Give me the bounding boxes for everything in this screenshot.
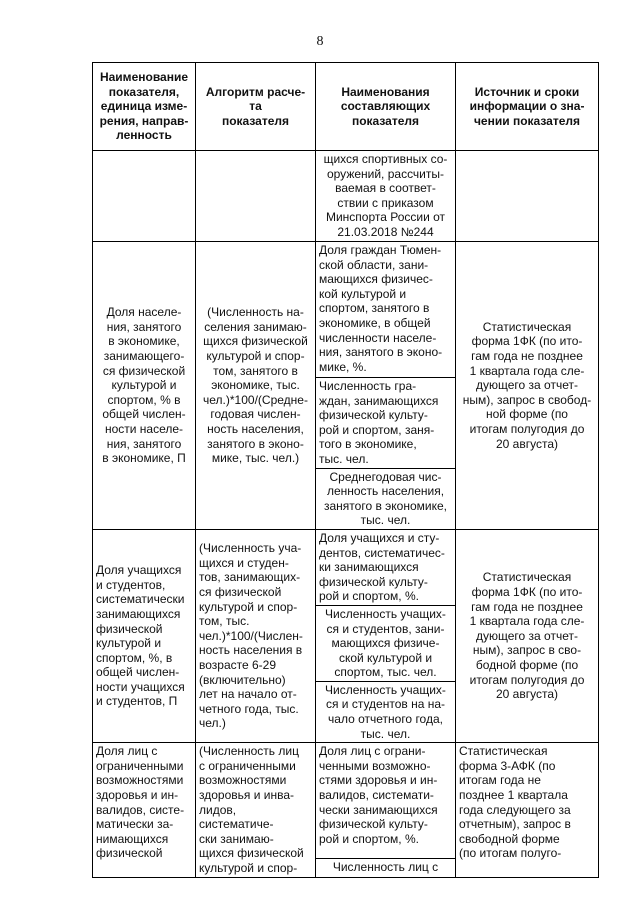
cell-component: Численность учащих- ся и студентов на на- чало отчетного года, тыс. чел. [316, 681, 456, 742]
cell-source: Статистическая форма 3-АФК (по итогам года не позднее 1 квартала года следующего за отчетным), запрос в свободной форме (по итогам полуго- [456, 743, 599, 877]
table-row [93, 151, 599, 242]
cell-component: Доля учащихся и сту- дентов, систематичес- ки занимающихся физической культу- рой и спортом, %. [316, 529, 456, 605]
cell-components: щихся спортивных со- оружений, рассчиты- ваемая в соответ- ствии с приказом Минспорта России от 21.03.2018 №244 [316, 151, 456, 242]
page-number: 8 [316, 34, 324, 49]
table-row [93, 529, 599, 605]
cell-indicator-name: Доля учащихся и студентов, систематически занимающихся физической культурой и спортом, %, в общей числен- ности учащихся и студентов, П [93, 529, 196, 742]
cell-component: Численность лиц с [316, 858, 456, 877]
cell-component: Численность гра- ждан, занимающихся физической культу- рой и спортом, заня- того в экономике, тыс. чел. [316, 378, 456, 469]
cell-component: Доля лиц с ограни- ченными возможно- стями здоровья и ин- валидов, системати- чески занимающихся физической культу- рой и спортом, %. [316, 743, 456, 858]
header-components: Наименования составляющих показателя [316, 63, 456, 151]
table-row [93, 743, 599, 858]
header-source: Источник и сроки информации о зна- чении показателя [456, 63, 599, 151]
cell-algorithm: (Численность уча- щихся и студен- тов, занимающих- ся физической культурой и спор- том, тыс. чел.)*100/(Числен- ность населения в возрасте 6-29 (включительно) лет на начало от- четного года, тыс. чел.) [196, 529, 316, 742]
cell-component: Численность учащих- ся и студентов, зани- мающихся физиче- ской культурой и спортом, тыс. чел. [316, 605, 456, 681]
cell-algorithm: (Численность на- селения занимаю- щихся физической культурой и спор- том, занятого в экономике, тыс. чел.)*100/(Средне- годовая числен- ность населения, занятого в эконо- мике, тыс. чел.) [196, 242, 316, 530]
cell-empty [93, 151, 196, 242]
cell-indicator-name: Доля населе- ния, занятого в экономике, занимающего- ся физической культурой и спортом, % в общей числен- ности населе- ния, занятого в экономике, П [93, 242, 196, 530]
cell-source: Статистическая форма 1ФК (по ито- гам года не позднее 1 квартала года сле- дующего за отчет- ным), запрос в сво- бодной форме (по итогам полугодия до 20 августа) [456, 529, 599, 742]
cell-component: Среднегодовая чис- ленность населения, занятого в экономике, тыс. чел. [316, 468, 456, 529]
table-header-row [93, 63, 599, 151]
cell-empty [196, 151, 316, 242]
header-algorithm: Алгоритм расче- та показателя [196, 63, 316, 151]
header-indicator-name: Наименование показателя, единица изме- рения, направ- ленность [93, 63, 196, 151]
cell-algorithm: (Численность лиц с ограниченными возможностями здоровья и инва- лидов, систематиче- ски занимаю- щихся физической культурой и спор- [196, 743, 316, 877]
cell-empty [456, 151, 599, 242]
table-row [93, 242, 599, 378]
cell-source: Статистическая форма 1ФК (по ито- гам года не позднее 1 квартала года сле- дующего за отчет- ным), запрос в свобод- ной форме (по итогам полугодия до 20 августа) [456, 242, 599, 530]
indicators-table [92, 62, 599, 878]
cell-component: Доля граждан Тюмен- ской области, зани- мающихся физичес- кой культурой и спортом, занятого в экономике, в общей численности населе- ния, занятого в эконо- мике, %. [316, 242, 456, 378]
cell-indicator-name: Доля лиц с ограниченными возможностями здоровья и ин- валидов, систе- матически за- нимающихся физической [93, 743, 196, 877]
